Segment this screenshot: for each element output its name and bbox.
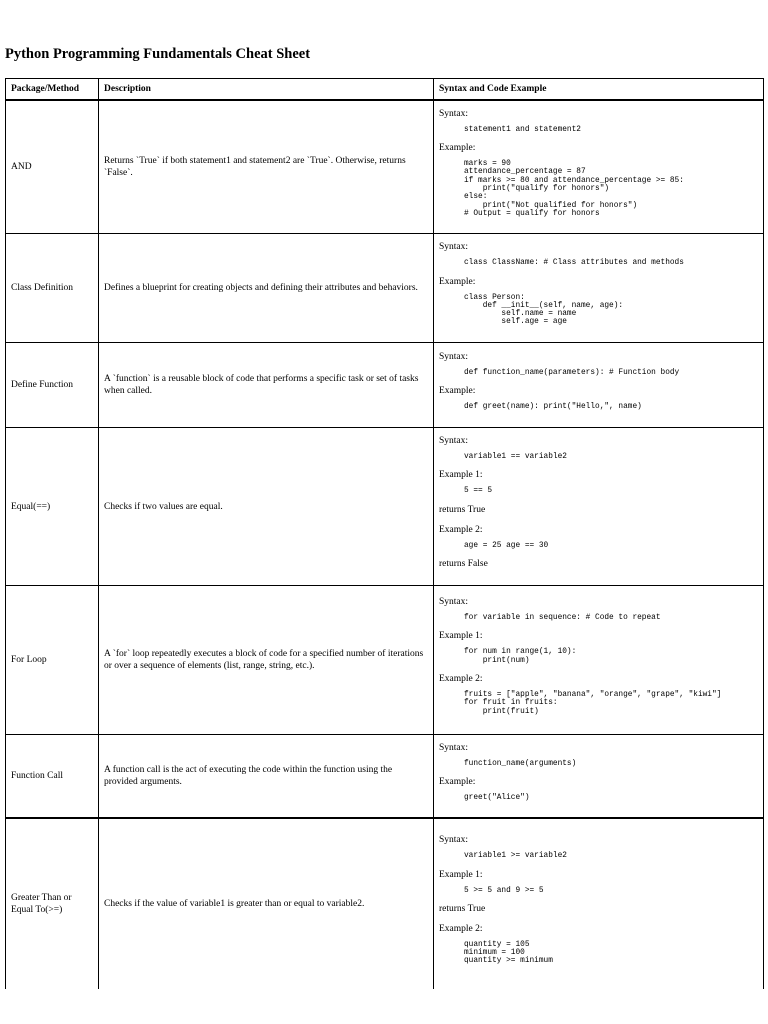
syntax-code: function_name(arguments) <box>464 759 577 768</box>
example-2-label: Example 2: <box>439 524 483 535</box>
syntax-cell <box>434 234 764 343</box>
syntax-code: statement1 and statement2 <box>464 125 581 134</box>
method-name: Class Definition <box>6 234 99 343</box>
example-2-result: returns False <box>439 558 488 569</box>
example-2-label: Example 2: <box>439 923 483 934</box>
method-description: A `function` is a reusable block of code that performs a specific task or set of tasks when called. <box>99 343 434 428</box>
syntax-label: Syntax: <box>439 597 469 608</box>
example-code: def greet(name): print("Hello,", name) <box>464 403 642 411</box>
syntax-label: Syntax: <box>439 436 469 447</box>
table-header-row <box>6 79 764 101</box>
example-1-label: Example 1: <box>439 869 483 880</box>
example-1-code: for num in range(1, 10): print(num) <box>464 648 577 665</box>
syntax-code: class ClassName: # Class attributes and methods <box>464 259 684 268</box>
method-description: A function call is the act of executing the code within the function using the provided arguments. <box>99 735 434 819</box>
method-description: Defines a blueprint for creating objects and defining their attributes and behaviors. <box>99 234 434 343</box>
syntax-label: Syntax: <box>439 351 469 362</box>
cheat-sheet-table <box>5 78 764 989</box>
syntax-label: Syntax: <box>439 742 469 753</box>
table-row <box>6 100 764 234</box>
example-code: marks = 90 attendance_percentage = 87 if marks >= 80 and attendance_percentage >= 85: print("qualify for honors") else: print("Not qualified for honors") # Output = qualify for honors <box>464 160 684 218</box>
page-title: Python Programming Fundamentals Cheat Sheet <box>5 46 311 62</box>
example-label: Example: <box>439 777 476 787</box>
example-1-code: 5 == 5 <box>464 487 493 496</box>
example-1-label: Example 1: <box>439 470 483 481</box>
syntax-cell <box>434 818 764 989</box>
method-description: Returns `True` if both statement1 and statement2 are `True`. Otherwise, returns `False`. <box>99 100 434 234</box>
table-row <box>6 234 764 343</box>
example-label: Example: <box>439 143 476 154</box>
table-row <box>6 586 764 735</box>
example-label: Example: <box>439 386 476 396</box>
example-2-code: quantity = 105 minimum = 100 quantity >= minimum <box>464 940 553 966</box>
table-row <box>6 818 764 989</box>
example-1-result: returns True <box>439 504 486 515</box>
example-2-code: fruits = ["apple", "banana", "orange", "grape", "kiwi"] for fruit in fruits: print(fruit) <box>464 691 722 716</box>
example-label: Example: <box>439 276 476 287</box>
syntax-code: for variable in sequence: # Code to repeat <box>464 614 661 623</box>
method-description: Checks if the value of variable1 is greater than or equal to variable2. <box>99 818 434 989</box>
column-header-syntax: Syntax and Code Example <box>434 79 764 101</box>
syntax-label: Syntax: <box>439 108 469 119</box>
method-name: For Loop <box>6 586 99 735</box>
column-header-description: Description <box>99 79 434 101</box>
syntax-cell <box>434 735 764 819</box>
example-2-label: Example 2: <box>439 674 483 684</box>
syntax-label: Syntax: <box>439 835 469 846</box>
example-1-label: Example 1: <box>439 631 483 642</box>
syntax-cell <box>434 428 764 586</box>
example-code: class Person: def __init__(self, name, age): self.name = name self.age = age <box>464 293 624 327</box>
example-1-result: returns True <box>439 903 486 914</box>
column-header-package: Package/Method <box>6 79 99 101</box>
syntax-cell <box>434 343 764 428</box>
table-row <box>6 343 764 428</box>
method-name: Greater Than or Equal To(>=) <box>6 818 99 989</box>
syntax-cell <box>434 586 764 735</box>
example-code: greet("Alice") <box>464 794 530 802</box>
method-name: Equal(==) <box>6 428 99 586</box>
syntax-label: Syntax: <box>439 242 469 253</box>
method-name: Function Call <box>6 735 99 819</box>
example-1-code: 5 >= 5 and 9 >= 5 <box>464 886 544 895</box>
example-2-code: age = 25 age == 30 <box>464 541 549 550</box>
syntax-code: variable1 >= variable2 <box>464 852 567 861</box>
table-row <box>6 735 764 819</box>
syntax-code: variable1 == variable2 <box>464 453 567 462</box>
method-name: Define Function <box>6 343 99 428</box>
method-description: A `for` loop repeatedly executes a block of code for a specified number of iterations or over a sequence of elements (list, range, string, etc.). <box>99 586 434 735</box>
method-name: AND <box>6 100 99 234</box>
syntax-cell <box>434 100 764 234</box>
syntax-code: def function_name(parameters): # Function body <box>464 368 680 377</box>
method-description: Checks if two values are equal. <box>99 428 434 586</box>
table-row <box>6 428 764 586</box>
